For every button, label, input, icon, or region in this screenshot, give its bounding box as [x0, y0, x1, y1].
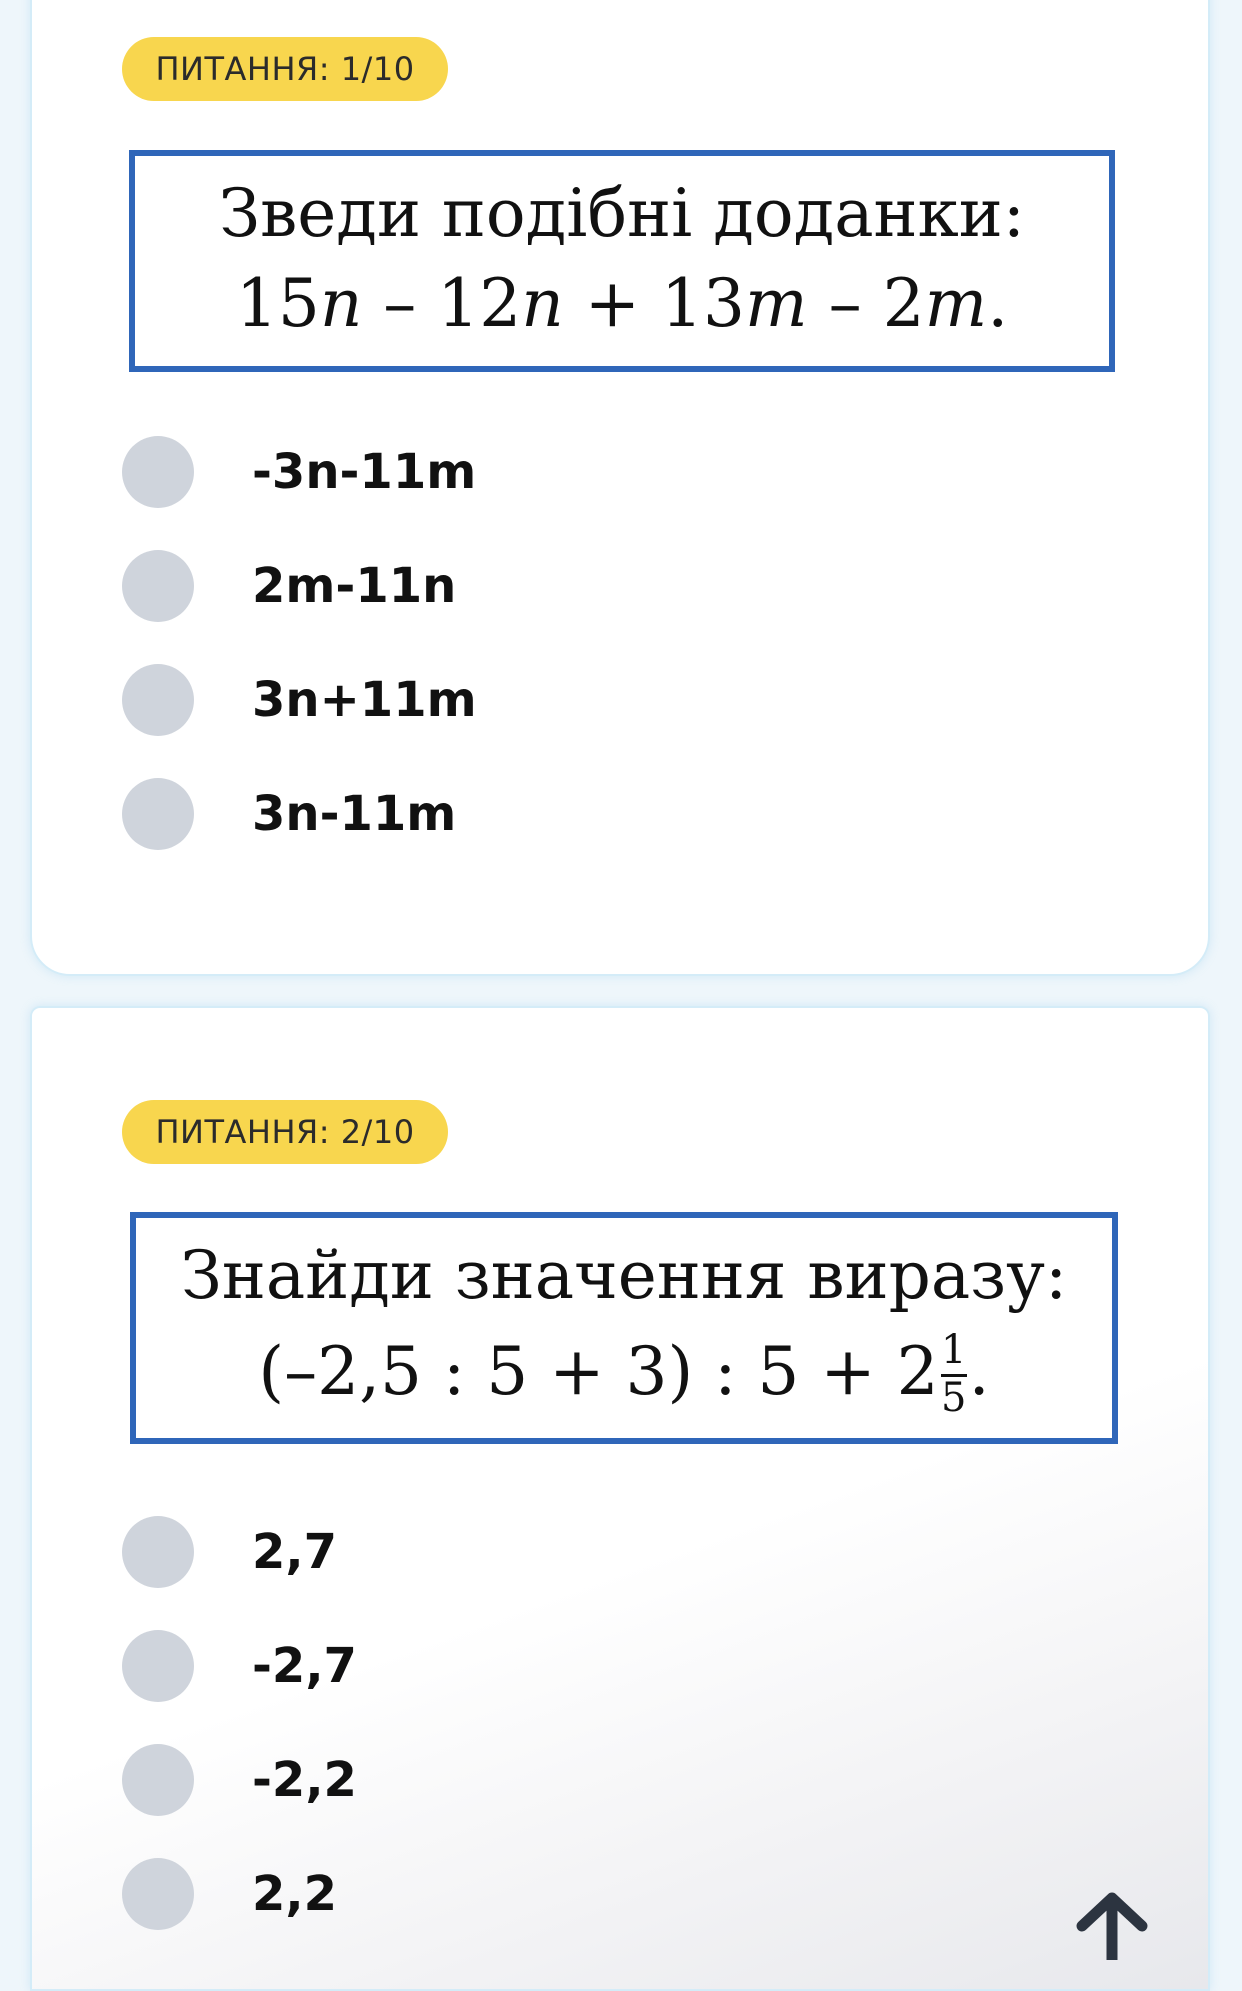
answer-label: -3n-11m: [252, 444, 477, 500]
answer-label: 2,2: [252, 1866, 338, 1922]
answer-label: -2,7: [252, 1638, 357, 1694]
radio-button[interactable]: [122, 1858, 194, 1930]
answer-label: 3n+11m: [252, 672, 477, 728]
answer-option[interactable]: [122, 1852, 822, 1932]
answer-option[interactable]: [122, 1510, 822, 1590]
answer-option[interactable]: [122, 544, 822, 624]
question-number-badge: ПИТАННЯ: 2/10: [122, 1100, 448, 1164]
radio-button[interactable]: [122, 436, 194, 508]
question-prompt: Зведи подібні доданки:: [218, 175, 1026, 252]
question-card-1: [30, 0, 1210, 976]
answer-label: 2,7: [252, 1524, 338, 1580]
radio-button[interactable]: [122, 550, 194, 622]
question-expression: (–2,5 : 5 + 3) : 5 + 2 $\frac{1}{5}$ .: [258, 1327, 990, 1421]
answer-option[interactable]: [122, 430, 822, 510]
question-prompt: Знайди значення виразу:: [180, 1237, 1068, 1314]
answer-label: -2,2: [252, 1752, 357, 1808]
answer-option[interactable]: [122, 1738, 822, 1818]
scroll-to-top-button[interactable]: [1070, 1890, 1154, 1960]
radio-button[interactable]: [122, 1516, 194, 1588]
question-card-2: [30, 1006, 1210, 1991]
radio-button[interactable]: [122, 1744, 194, 1816]
question-image: [130, 1212, 1118, 1444]
radio-button[interactable]: [122, 778, 194, 850]
answer-option[interactable]: [122, 1624, 822, 1704]
answer-label: 2m-11n: [252, 558, 457, 614]
arrow-up-icon: [1070, 1890, 1154, 1960]
radio-button[interactable]: [122, 664, 194, 736]
answer-option[interactable]: [122, 658, 822, 738]
answer-label: 3n-11m: [252, 786, 457, 842]
question-expression: 15n – 12n + 13m – 2m.: [235, 265, 1009, 342]
question-number-badge: ПИТАННЯ: 1/10: [122, 37, 448, 101]
fraction: $\frac{1}{5}$: [940, 1327, 967, 1421]
question-image: [129, 150, 1115, 372]
answer-option[interactable]: [122, 772, 822, 852]
radio-button[interactable]: [122, 1630, 194, 1702]
